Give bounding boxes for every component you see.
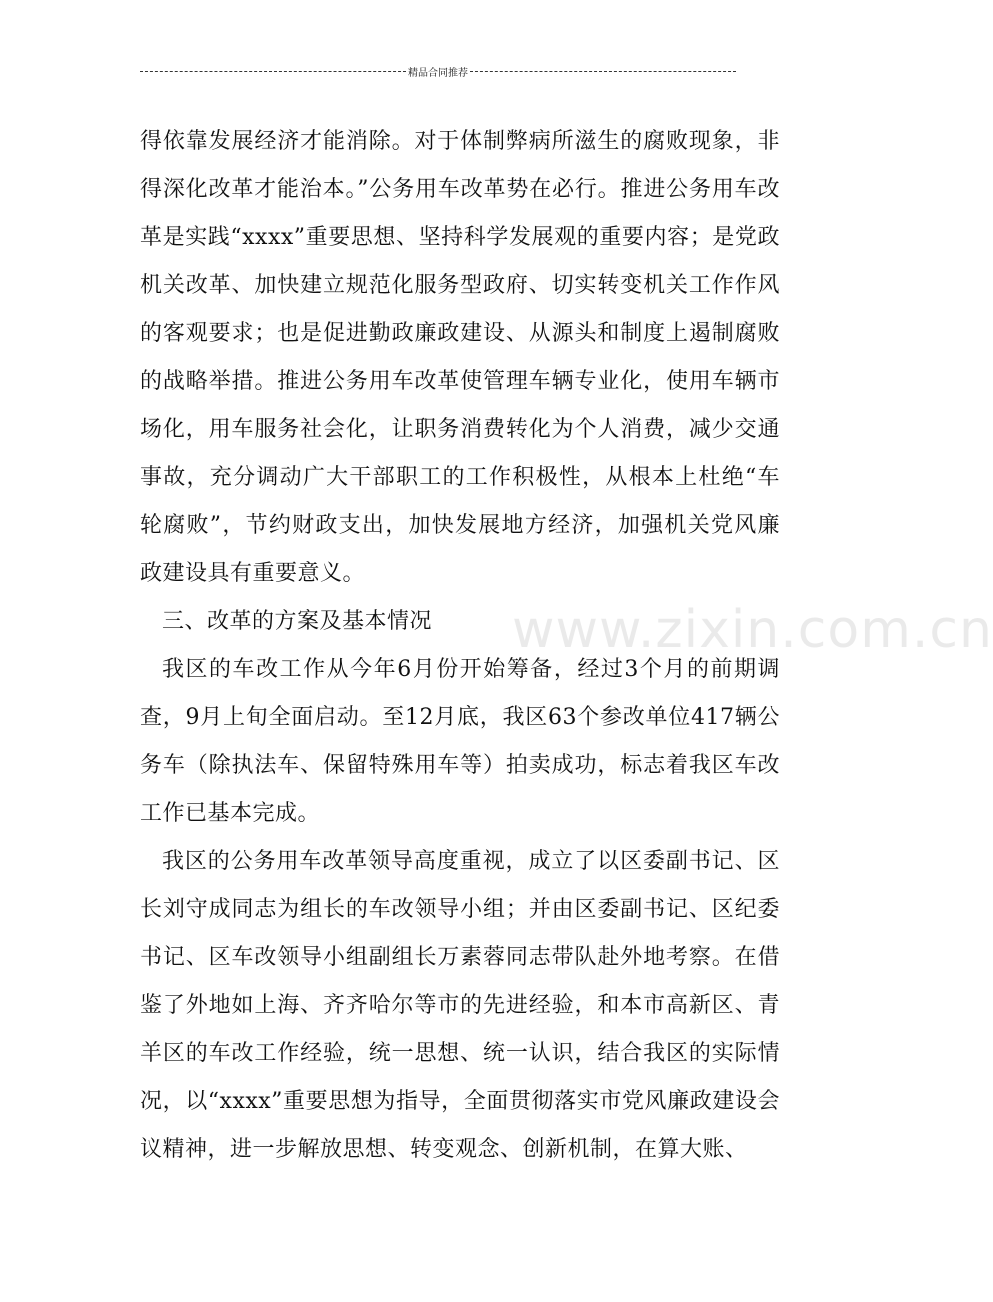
paragraph-leadership: 我区的公务用车改革领导高度重视，成立了以区委副书记、区长刘守成同志为组长的车改领导小组；并由区委副书记、区纪委书记、区车改领导小组副组长万素蓉同志带队赴外地考察。在借鉴了外地如上海、齐齐哈尔等市的先进经验，和本市高新区、青羊区的车改工作经验，统一思想、统一认识，结合我区的实际情况，以“xxxx”重要思想为指导，全面贯彻落实市党风廉政建设会议精神，进一步解放思想、转变观念、创新机制，在算大账、 xyxy=(140,849,780,1162)
header-dash-left xyxy=(140,71,406,72)
header-dash-right xyxy=(470,71,736,72)
section-heading: 三、改革的方案及基本情况 xyxy=(162,609,433,634)
paragraph-preparation: 我区的车改工作从今年6月份开始筹备，经过3个月的前期调查，9月上旬全面启动。至12月底，我区63个参改单位417辆公务车（除执法车、保留特殊用车等）拍卖成功，标志着我区车改工作已基本完成。 xyxy=(140,657,780,826)
paragraph-continuation: 得依靠发展经济才能消除。对于体制弊病所滋生的腐败现象，非得深化改革才能治本。”公务用车改革势在必行。推进公务用车改革是实践“xxxx”重要思想、坚持科学发展观的重要内容；是党政机关改革、加快建立规范化服务型政府、切实转变机关工作作风的客观要求；也是促进勤政廉政建设、从源头和制度上遏制腐败的战略举措。推进公务用车改革使管理车辆专业化，使用车辆市场化，用车服务社会化，让职务消费转化为个人消费，减少交通事故，充分调动广大干部职工的工作积极性，从根本上杜绝“车轮腐败”，节约财政支出，加快发展地方经济，加强机关党风廉政建设具有重要意义。 xyxy=(140,129,780,586)
watermark: www.zixin.com.cn xyxy=(512,600,993,660)
page-header xyxy=(140,64,736,78)
header-label: 精品合同推荐 xyxy=(408,67,468,79)
document-body xyxy=(140,118,780,1174)
